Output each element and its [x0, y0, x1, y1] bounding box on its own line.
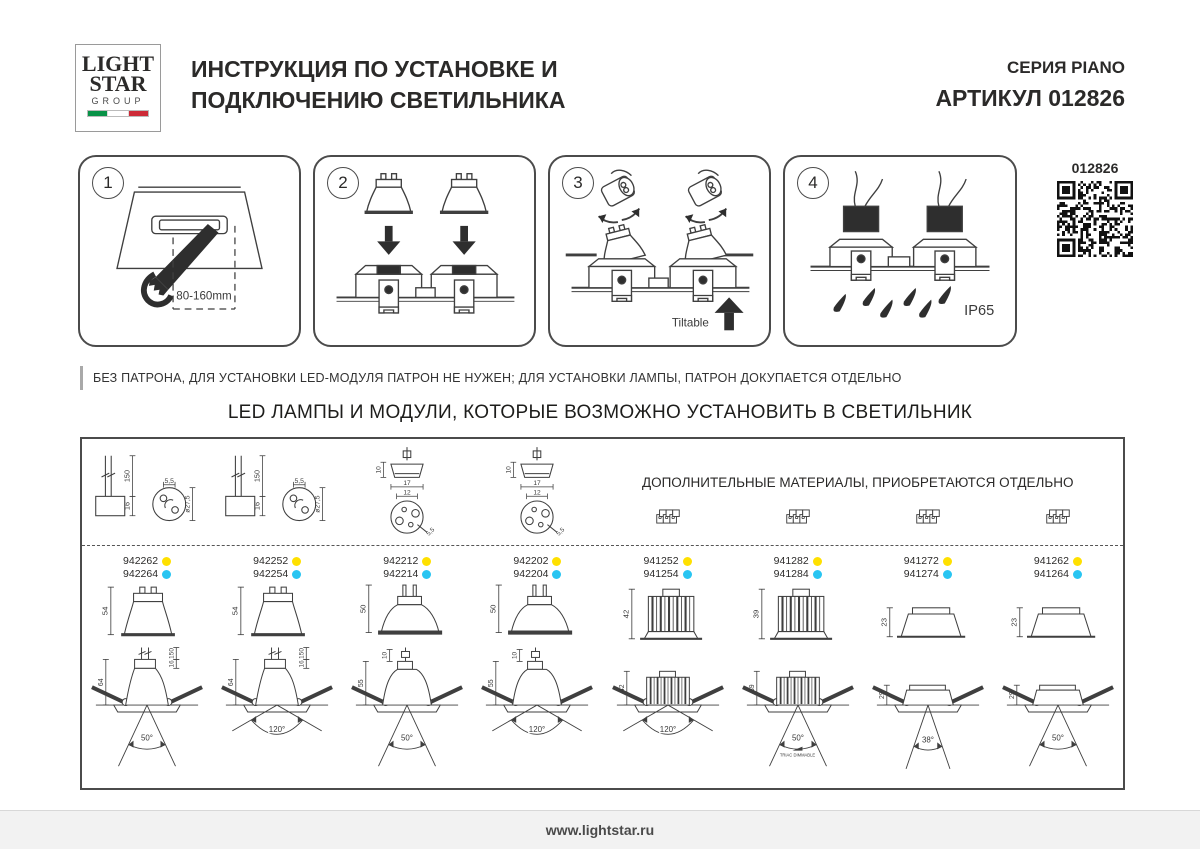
article-number: 942252: [253, 555, 289, 567]
article-numbers: [123, 555, 171, 581]
lamp-figure: [347, 583, 467, 645]
blue-color-dot: [943, 570, 952, 579]
beam-angle-label: 50°: [791, 733, 804, 743]
article-number: 942212: [383, 555, 419, 567]
article-line: [253, 568, 301, 581]
step-4-number: 4: [797, 167, 829, 199]
lamp-column-941282: [733, 549, 863, 788]
step-3-number: 3: [562, 167, 594, 199]
dimension-label: 5,5: [425, 525, 437, 537]
dimension-label: 5,5: [294, 477, 305, 485]
article-number: 941252: [643, 555, 679, 567]
article-line: [123, 568, 171, 581]
ip65-label: IP65: [964, 303, 995, 320]
lamp-figure: [608, 583, 728, 645]
dimension-label: 17: [403, 479, 411, 487]
terminal-block-icon: [913, 507, 943, 526]
install-figure: [603, 645, 733, 781]
lamp-figure: [477, 583, 597, 645]
yellow-color-dot: [813, 557, 822, 566]
dimension-label: 50: [489, 604, 499, 614]
dimension-label: 39: [748, 684, 756, 693]
dimension-label: 5,5: [555, 525, 567, 537]
article-line: [644, 555, 692, 568]
article-line: [1034, 568, 1082, 581]
installed-fixture-drawing: [472, 645, 602, 781]
dimension-label: 10: [505, 465, 513, 473]
step-1-box: [78, 155, 301, 347]
dimension-label: 42: [621, 609, 631, 619]
article-label: АРТИКУЛ 012826: [935, 85, 1125, 111]
beam-angle-label: 120°: [268, 724, 286, 734]
dimension-label: 150: [298, 648, 306, 659]
logo-text-light: LIGHT: [81, 51, 155, 76]
lamp-holders-row: [82, 439, 1123, 545]
blue-color-dot: [813, 570, 822, 579]
gu10-holder-drawing: [214, 448, 340, 537]
holder-cell: [733, 439, 863, 545]
dimension-label: 54: [100, 606, 110, 616]
blue-color-dot: [683, 570, 692, 579]
lamp-column-942252: [212, 549, 342, 788]
step-1-number: 1: [92, 167, 124, 199]
blue-color-dot: [552, 570, 561, 579]
article-number: 941264: [1033, 568, 1069, 580]
dimension-label: 12: [533, 488, 542, 496]
flag-green-segment: [88, 111, 107, 116]
lamp-figure: [868, 583, 988, 645]
article-number: 942262: [123, 555, 159, 567]
lamp-column-942202: [472, 549, 602, 788]
holder-cell: [82, 439, 212, 545]
accessory-icon-cell: [993, 507, 1123, 526]
article-number: 941254: [643, 568, 679, 580]
step-2-box: [313, 155, 536, 347]
holder-cell: [863, 439, 993, 545]
blue-color-dot: [422, 570, 431, 579]
installed-fixture-drawing: [993, 645, 1123, 781]
flag-red-segment: [129, 111, 148, 116]
note-row: [80, 366, 1130, 390]
dimension-label: 12: [403, 488, 411, 496]
dimension-label: 29: [1008, 691, 1016, 699]
yellow-color-dot: [943, 557, 952, 566]
dimension-label: 10: [375, 465, 383, 473]
dimension-label: 10: [381, 651, 389, 660]
install-figure: [82, 645, 212, 781]
article-number: 941262: [1033, 555, 1069, 567]
dimension-label: 64: [228, 678, 236, 687]
yellow-color-dot: [292, 557, 301, 566]
holder-cell: [472, 439, 602, 545]
mr16-lamp-drawing: [477, 583, 597, 645]
article-number: 942264: [123, 568, 159, 580]
holder-cell: [993, 439, 1123, 545]
article-line: [644, 568, 692, 581]
note-divider-bar: [80, 366, 83, 390]
install-figure: [212, 645, 342, 781]
lamp-figure: [738, 583, 858, 645]
article-line: [383, 555, 431, 568]
installed-fixture-drawing: [733, 645, 863, 781]
dimension-label: 16: [168, 660, 176, 668]
instruction-steps: [78, 155, 1017, 347]
led-flat-lamp-drawing: [868, 583, 988, 645]
blue-color-dot: [292, 570, 301, 579]
article-number: 942204: [513, 568, 549, 580]
article-line: [383, 568, 431, 581]
dimension-label: 39: [751, 609, 761, 619]
article-numbers: [513, 555, 561, 581]
blue-color-dot: [162, 570, 171, 579]
qr-code: [1057, 181, 1133, 257]
installed-fixture-drawing: [603, 645, 733, 781]
flag-white-segment: [107, 111, 128, 116]
tiltable-label: Tiltable: [671, 316, 709, 330]
dimension-label: 150: [122, 469, 132, 482]
lamp-column-942262: [82, 549, 212, 788]
step-2-number: 2: [327, 167, 359, 199]
mr16-holder-drawing: [355, 445, 459, 540]
dimension-label: 16: [252, 501, 262, 510]
dimension-label: 50: [358, 604, 368, 614]
article-numbers: [904, 555, 952, 581]
dimension-label: 10: [512, 651, 520, 660]
gu10-holder-drawing: [84, 448, 210, 537]
lamp-column-941262: [993, 549, 1123, 788]
article-number: 941284: [773, 568, 809, 580]
install-figure: [993, 645, 1123, 781]
article-line: [513, 555, 561, 568]
install-figure: [472, 645, 602, 781]
page-title-line1: ИНСТРУКЦИЯ ПО УСТАНОВКЕ И: [191, 56, 558, 82]
gu10-lamp-drawing: [87, 583, 207, 645]
page-title-line2: ПОДКЛЮЧЕНИЮ СВЕТИЛЬНИКА: [191, 87, 566, 113]
qr-article-label: 012826: [1071, 160, 1119, 176]
installed-fixture-drawing: [342, 645, 472, 781]
beam-angle-label: 120°: [659, 724, 676, 734]
gu10-lamp-drawing: [217, 583, 337, 645]
yellow-color-dot: [683, 557, 692, 566]
dimension-label: 23: [879, 617, 889, 627]
step-3-tilt-illustration: [558, 163, 761, 341]
article-number: 941274: [903, 568, 939, 580]
article-number: 942202: [513, 555, 549, 567]
article-line: [774, 555, 822, 568]
step-2-lamp-insert-illustration: [323, 163, 526, 341]
beam-angle-label: 50°: [401, 733, 414, 743]
page-title: [191, 54, 565, 116]
step-3-box: [548, 155, 771, 347]
dimension-label: 54: [230, 606, 240, 616]
dimension-label: 150: [252, 469, 262, 482]
italian-flag-bar: [87, 110, 149, 117]
dimension-label: ø27,5: [314, 494, 322, 513]
installed-fixture-drawing: [863, 645, 993, 781]
beam-angle-label: 38°: [921, 735, 934, 745]
terminal-block-icon: [783, 507, 813, 526]
qr-block: [1053, 160, 1137, 262]
table-top-row: [82, 439, 1123, 546]
install-figure: [342, 645, 472, 781]
holder-cell: [342, 439, 472, 545]
article-number: 941282: [773, 555, 809, 567]
dimension-label: ø27,5: [184, 494, 192, 513]
beam-angle-label: 50°: [1051, 733, 1064, 743]
dimension-label: 42: [618, 684, 626, 693]
article-number: 941272: [903, 555, 939, 567]
dimension-label: 16: [122, 501, 132, 510]
cutout-dimension-label: 80-160mm: [176, 289, 232, 303]
blue-color-dot: [1073, 570, 1082, 579]
install-figure: [733, 645, 863, 781]
led-fin-lamp-drawing: [738, 583, 858, 645]
dimension-label: 55: [488, 679, 496, 688]
article-number: 942254: [253, 568, 289, 580]
dimension-label: 17: [533, 479, 542, 487]
accessory-icons-row: [603, 507, 1124, 526]
accessory-icon-cell: [733, 507, 863, 526]
step-4-ip65-illustration: [793, 163, 1007, 341]
article-line: [1034, 555, 1082, 568]
installed-fixture-drawing: [212, 645, 342, 781]
lamp-figure: [217, 583, 337, 645]
dimension-label: 150: [168, 648, 176, 659]
article-numbers: [774, 555, 822, 581]
lamp-figure: [87, 583, 207, 645]
yellow-color-dot: [1073, 557, 1082, 566]
accessory-icon-cell: [863, 507, 993, 526]
dimension-label: 29: [878, 691, 886, 699]
water-droplets-icon: [833, 286, 951, 318]
step-1-cutout-illustration: [88, 163, 291, 341]
mr16-lamp-drawing: [347, 583, 467, 645]
dimension-label: 5,5: [164, 477, 175, 485]
holder-cell: [212, 439, 342, 545]
lamp-column-942212: [342, 549, 472, 788]
install-figure: [863, 645, 993, 781]
article-numbers: [644, 555, 692, 581]
footer-bar: [0, 810, 1200, 849]
logo-text-group: GROUP: [91, 96, 145, 106]
step-4-box: [783, 155, 1017, 347]
terminal-block-icon: [653, 507, 683, 526]
accessory-icon-cell: [603, 507, 733, 526]
lightstar-logo: [75, 44, 161, 132]
lamp-figure: [998, 583, 1118, 645]
led-flat-lamp-drawing: [998, 583, 1118, 645]
article-line: [123, 555, 171, 568]
holder-cell: [603, 439, 733, 545]
triac-dimmable-label: TRIAC DIMMABLE: [779, 752, 815, 758]
article-numbers: [253, 555, 301, 581]
dimension-label: 16: [298, 660, 306, 668]
article-numbers: [383, 555, 431, 581]
article-numbers: [1034, 555, 1082, 581]
installed-fixture-drawing: [82, 645, 212, 781]
lamp-columns: [82, 549, 1123, 788]
beam-angle-label: 120°: [529, 724, 546, 734]
dimension-label: 55: [358, 679, 366, 688]
beam-angle-label: 50°: [141, 733, 154, 743]
logo-text-star: STAR: [89, 71, 147, 96]
series-label: СЕРИЯ PIANO: [1007, 58, 1125, 77]
dimension-label: 64: [97, 678, 105, 687]
note-text: БЕЗ ПАТРОНА, ДЛЯ УСТАНОВКИ LED-МОДУЛЯ ПАТРОН НЕ НУЖЕН; ДЛЯ УСТАНОВКИ ЛАМПЫ, ПАТРОН ДОКУПАЕТСЯ ОТДЕЛЬНО: [93, 371, 902, 385]
article-line: [774, 568, 822, 581]
compatible-lamps-table: [80, 437, 1125, 790]
lamp-column-941272: [863, 549, 993, 788]
article-number: 942214: [383, 568, 419, 580]
accessories-note: ДОПОЛНИТЕЛЬНЫЕ МАТЕРИАЛЫ, ПРИОБРЕТАЮТСЯ ОТДЕЛЬНО: [641, 475, 1074, 490]
article-line: [904, 555, 952, 568]
lamp-column-941252: [603, 549, 733, 788]
led-fin-lamp-drawing: [608, 583, 728, 645]
section-title: LED ЛАМПЫ И МОДУЛИ, КОТОРЫЕ ВОЗМОЖНО УСТАНОВИТЬ В СВЕТИЛЬНИК: [227, 402, 973, 423]
mr16-holder-drawing: [485, 445, 589, 540]
terminal-block-icon: [1043, 507, 1073, 526]
yellow-color-dot: [422, 557, 431, 566]
yellow-color-dot: [162, 557, 171, 566]
yellow-color-dot: [552, 557, 561, 566]
article-line: [904, 568, 952, 581]
dimension-label: 23: [1009, 617, 1019, 627]
series-article-block: [935, 58, 1125, 112]
article-line: [253, 555, 301, 568]
footer-url[interactable]: www.lightstar.ru: [545, 822, 655, 838]
article-line: [513, 568, 561, 581]
